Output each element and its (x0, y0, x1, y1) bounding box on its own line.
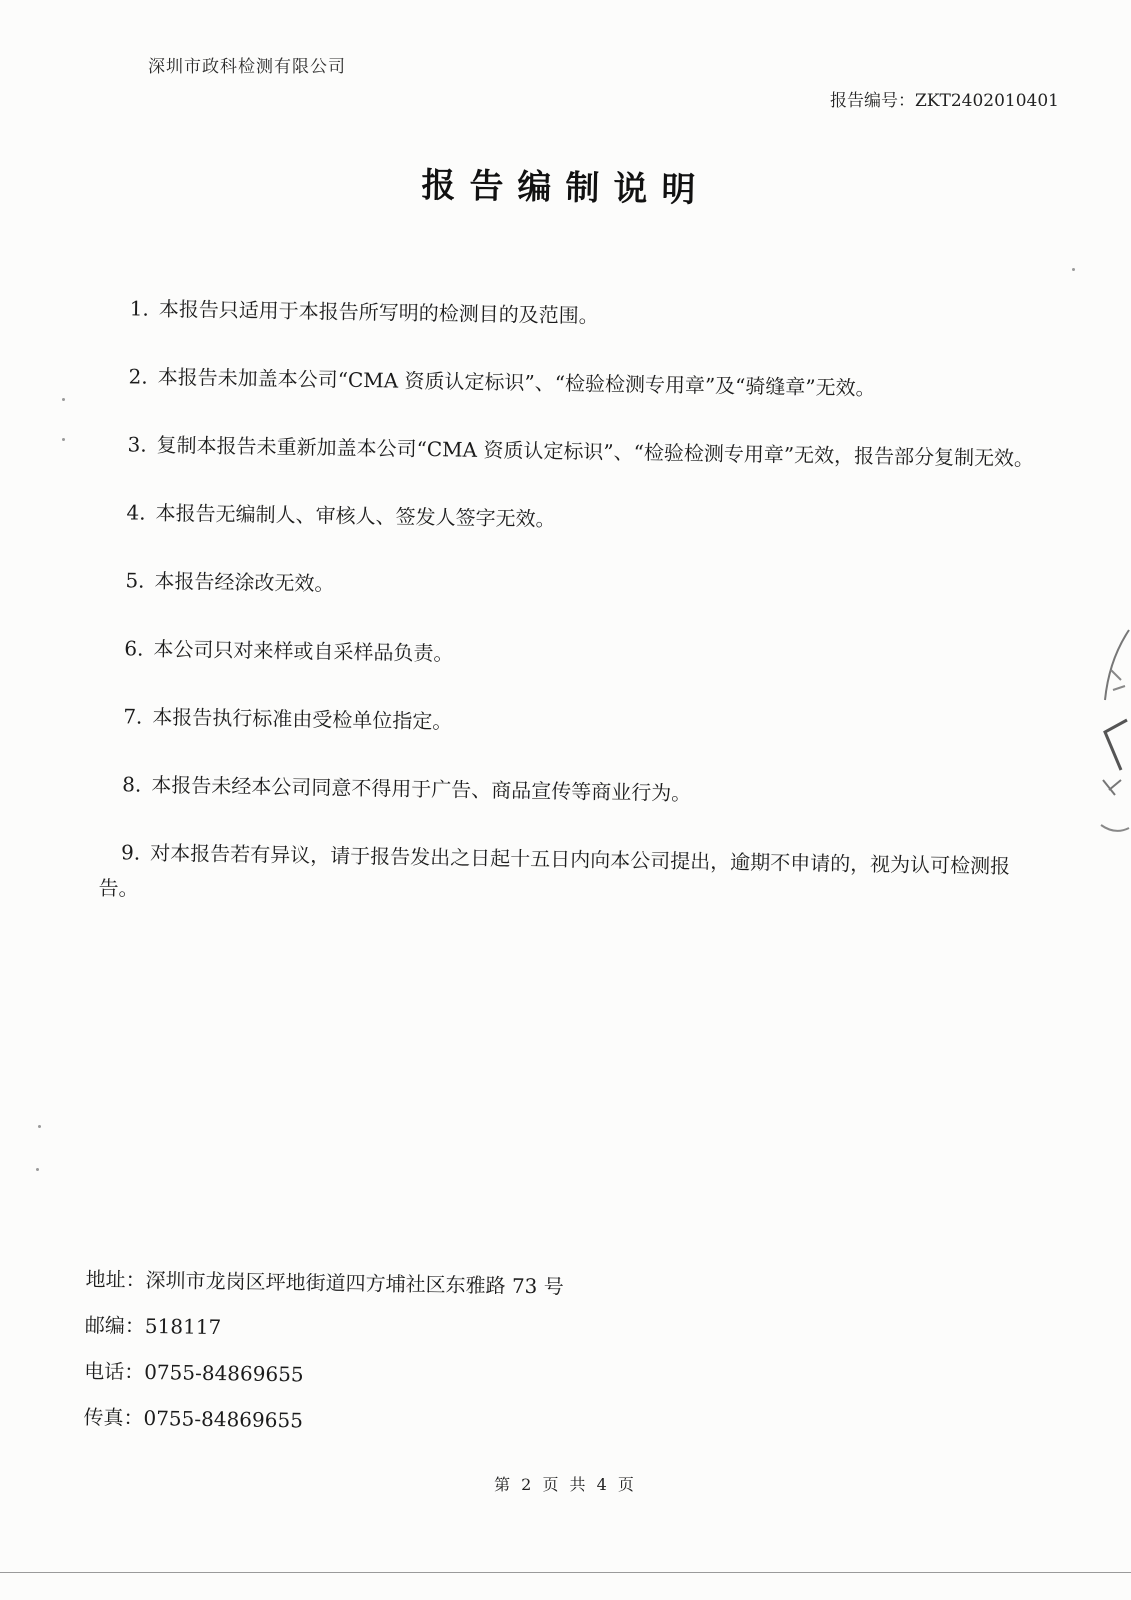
phone-line: 电话：0755-84869655 (84, 1358, 304, 1387)
scan-speck (1072, 268, 1075, 271)
list-item (103, 562, 1043, 613)
item-number: 1. (129, 296, 149, 321)
instructions-list (98, 290, 1048, 953)
page-title: 报告编制说明 (421, 165, 710, 211)
postcode-line: 邮编：518117 (84, 1312, 222, 1340)
page-number: 第 2 页 共 4 页 (494, 1475, 637, 1494)
report-number: 报告编号：ZKT2402010401 (829, 91, 1059, 111)
list-item (105, 426, 1045, 477)
item-text: 复制本报告未重新加盖本公司“CMA 资质认定标识”、“检验检测专用章”无效，报告部分复制无效。 (156, 432, 1035, 471)
address-line: 地址：深圳市龙岗区坪地街道四方埔社区东雅路 73 号 (85, 1266, 564, 1299)
item-text: 本报告未经本公司同意不得用于广告、商品宣传等商业行为。 (151, 772, 692, 806)
item-text: 本报告无编制人、审核人、签发人签字无效。 (155, 500, 556, 532)
item-text: 本报告执行标准由受检单位指定。 (152, 704, 453, 734)
scan-speck (62, 438, 65, 441)
item-text: 对本报告若有异议，请于报告发出之日起十五日内向本公司提出，逾期不申请的，视为认可检测报告。 (98, 840, 1011, 901)
item-number: 8. (122, 772, 142, 797)
fax-line: 传真：0755-84869655 (83, 1404, 304, 1433)
list-item (101, 698, 1041, 749)
item-number: 9. (120, 840, 141, 865)
company-header: 深圳市政科检测有限公司 (148, 57, 346, 77)
contact-block (83, 1256, 564, 1447)
list-item (104, 494, 1044, 545)
list-item (102, 630, 1042, 681)
item-number: 4. (126, 500, 146, 525)
scan-speck (62, 398, 65, 401)
item-text: 本公司只对来样或自采样品负责。 (153, 636, 454, 666)
list-item (107, 290, 1047, 341)
seal-fragment-icon (1091, 620, 1131, 850)
list-item (100, 766, 1040, 817)
item-text: 本报告未加盖本公司“CMA 资质认定标识”、“检验检测专用章”及“骑缝章”无效。 (157, 364, 876, 401)
item-text: 本报告只适用于本报告所写明的检测目的及范围。 (158, 296, 599, 328)
scan-edge-line (0, 1572, 1131, 1573)
item-number: 5. (125, 568, 145, 593)
scan-speck (36, 1168, 39, 1171)
item-number: 2. (128, 364, 148, 389)
item-text: 本报告经涂改无效。 (154, 568, 335, 596)
item-number: 3. (127, 432, 147, 457)
list-item (98, 834, 1039, 921)
item-number: 7. (123, 704, 143, 729)
list-item (106, 358, 1046, 409)
item-number: 6. (124, 636, 144, 661)
scan-speck (38, 1125, 41, 1128)
